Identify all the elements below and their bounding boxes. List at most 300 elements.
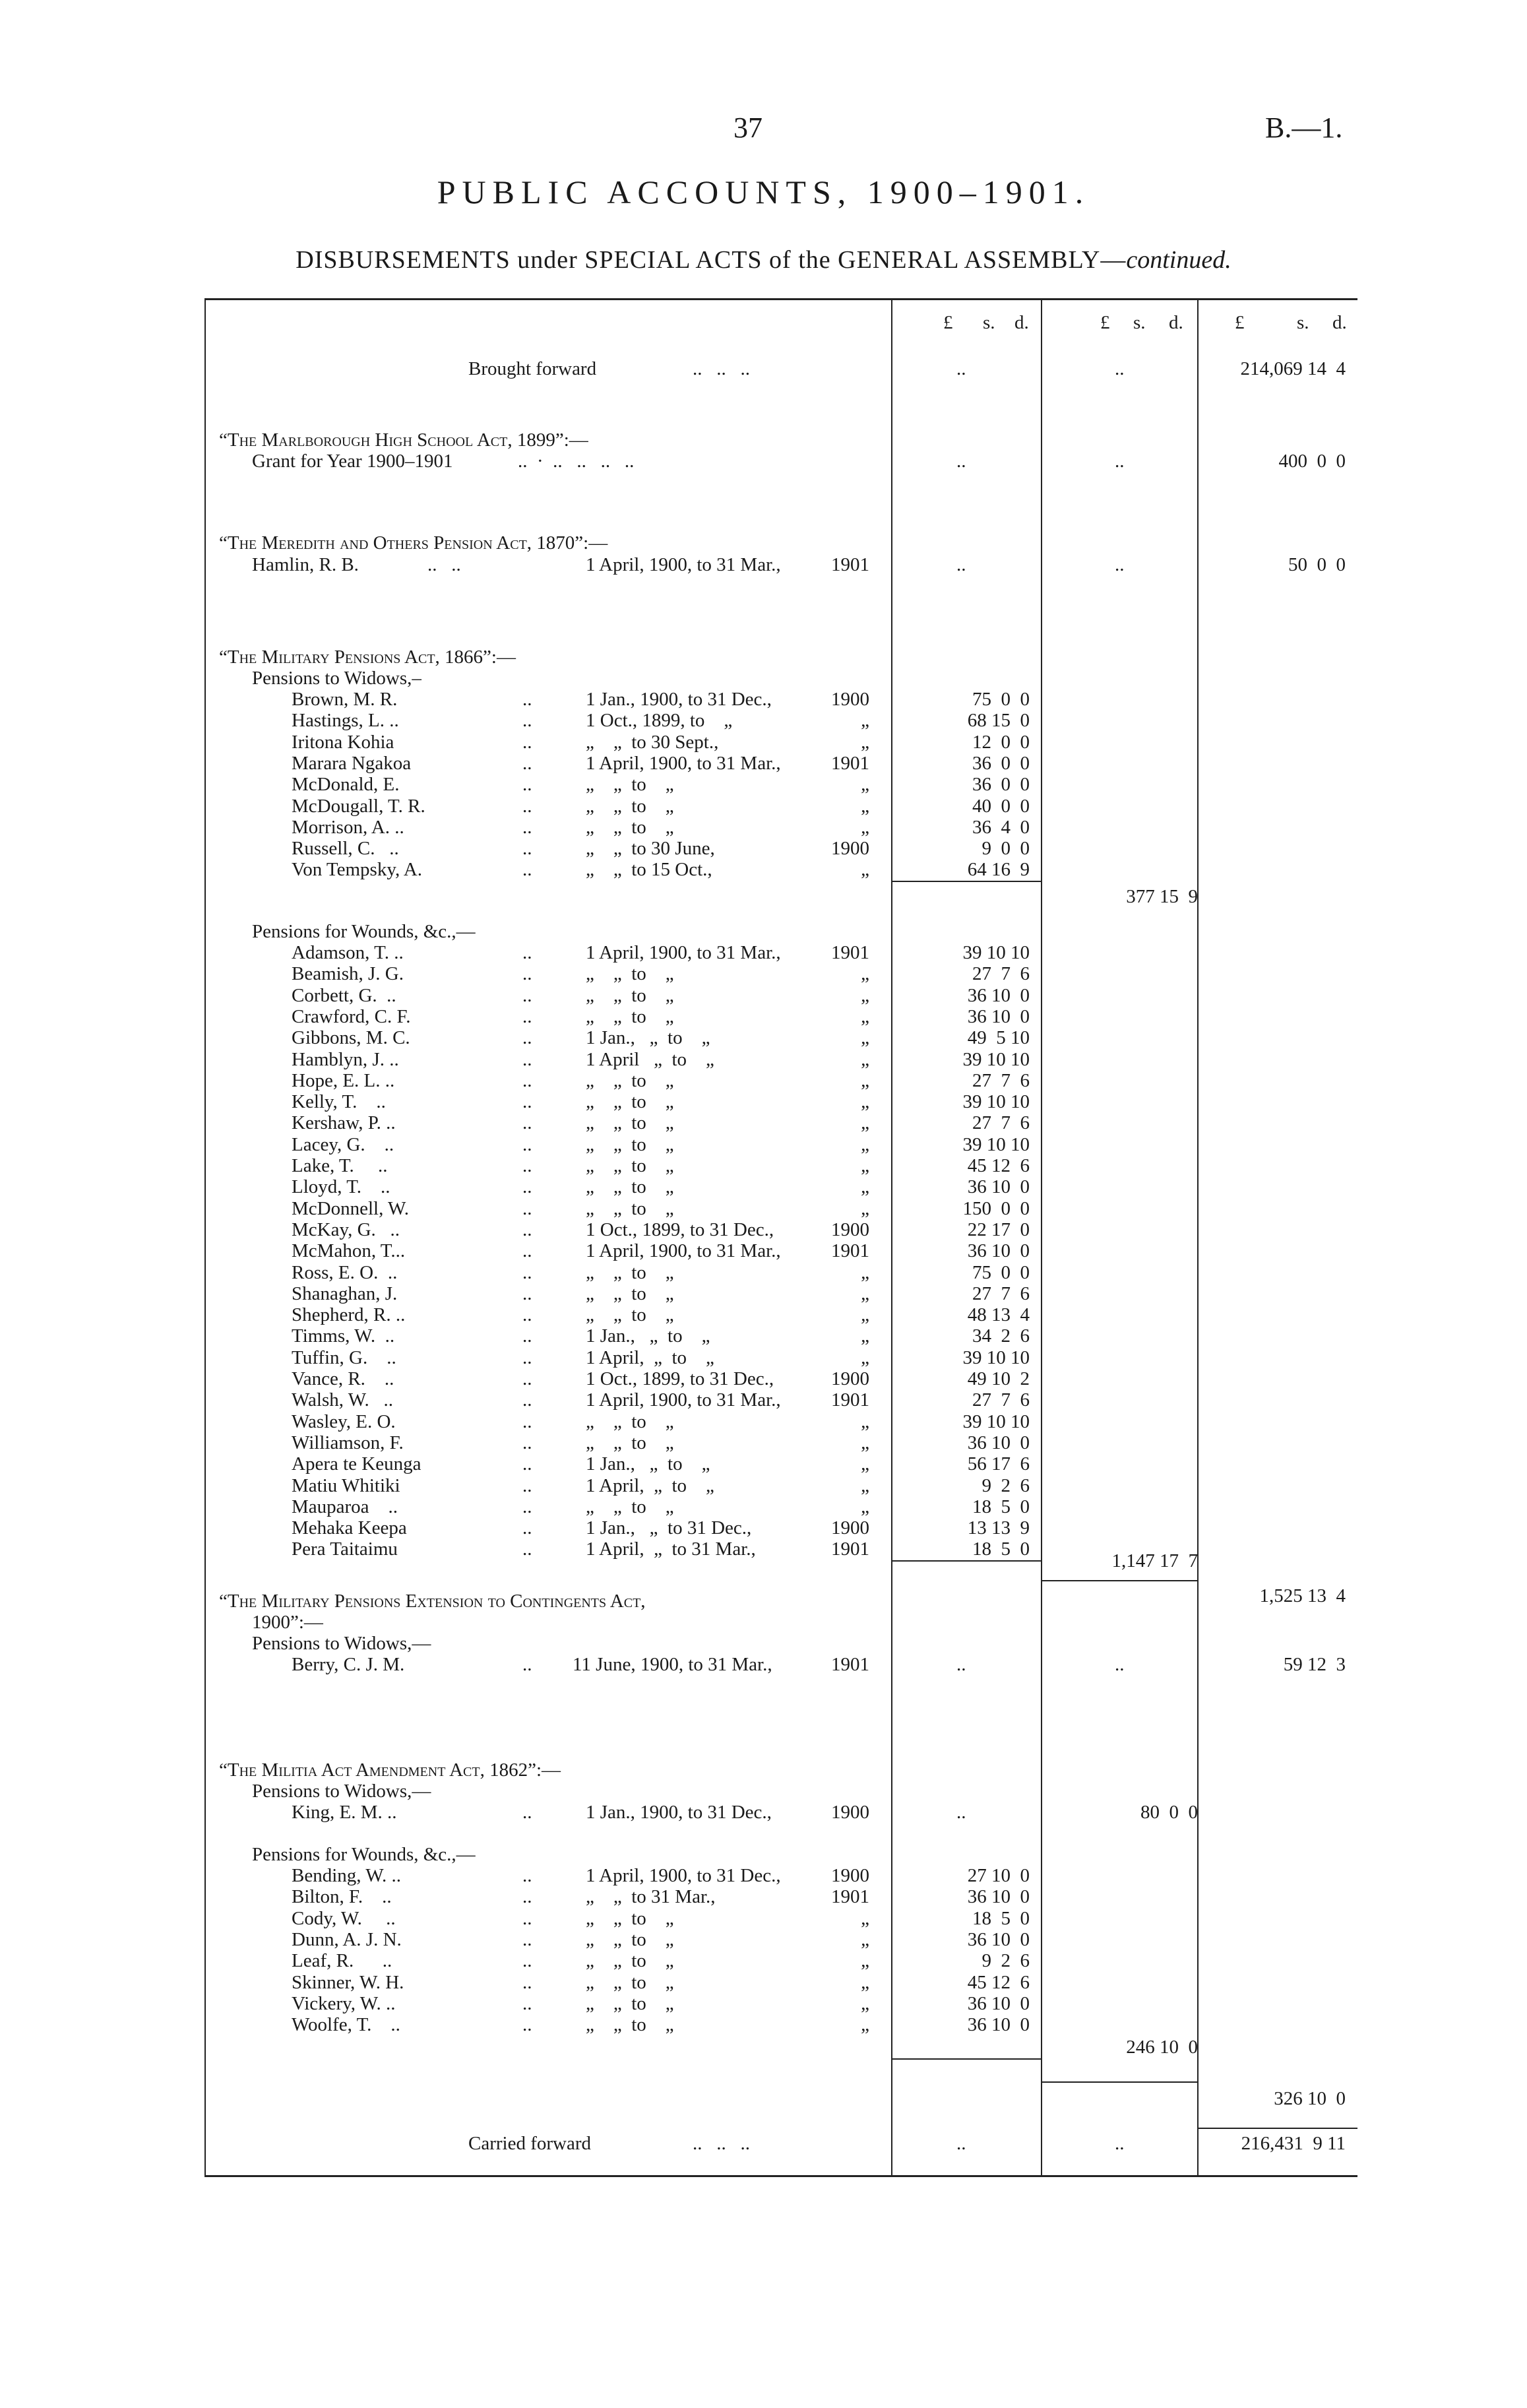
col1-s: s. <box>983 312 995 333</box>
pension-row-year: „ <box>861 1410 869 1432</box>
military-heading: “The Military Pensions Act, 1866”:— <box>219 647 516 668</box>
pension-row-name: Bending, W. .. <box>292 1865 401 1886</box>
rule-col1 <box>891 300 892 2175</box>
brought-forward-dots1: .. <box>956 358 966 379</box>
pension-row-year: „ <box>861 1474 869 1496</box>
pension-row-name: Lake, T. .. <box>292 1155 388 1176</box>
pension-row-year: „ <box>861 1950 869 1972</box>
pension-row-year: „ <box>861 1091 869 1113</box>
pension-row-year: „ <box>861 795 869 817</box>
extension-period: 11 June, 1900, to 31 Mar., <box>573 1654 772 1675</box>
pension-row-dots: .. <box>522 1240 532 1262</box>
pension-row-period: „ „ to „ <box>586 1496 674 1517</box>
pension-row-dots: .. <box>522 1155 532 1176</box>
col2-pound: £ <box>1100 312 1110 333</box>
pension-row-name: Walsh, W. .. <box>292 1389 393 1411</box>
rule-col2 <box>1041 300 1042 2175</box>
pension-row-year: „ <box>861 1496 869 1517</box>
pension-row-amount: 68 15 0 <box>967 710 1030 732</box>
pension-row-dots: .. <box>522 710 532 732</box>
pension-row-year: 1901 <box>831 1886 869 1908</box>
pension-row-year: „ <box>861 1432 869 1453</box>
pension-row-year: 1901 <box>831 1389 869 1411</box>
pension-row-name: Timms, W. .. <box>292 1325 395 1347</box>
pension-row-dots: .. <box>522 1091 532 1113</box>
pension-row-period: „ „ to „ <box>586 1410 674 1432</box>
pension-row-amount: 36 10 0 <box>967 1176 1030 1198</box>
pension-row-dots: .. <box>522 1133 532 1155</box>
pension-row-name: Kershaw, P. .. <box>292 1112 396 1134</box>
pension-row-name: Adamson, T. .. <box>292 942 404 963</box>
pension-row-name: Morrison, A. .. <box>292 816 404 838</box>
pension-row-name: Dunn, A. J. N. <box>292 1928 402 1950</box>
pension-row-period: „ „ to „ <box>586 1907 674 1929</box>
pension-row-period: „ „ to „ <box>586 1091 674 1113</box>
pension-row-amount: 39 10 10 <box>962 1133 1030 1155</box>
pension-row-period: 1 Jan., „ to „ <box>586 1453 710 1475</box>
marlborough-dots1: .. <box>956 451 966 472</box>
militia-widow-year: 1900 <box>831 1802 869 1823</box>
carried-forward-leaders: .. .. .. <box>693 2133 750 2154</box>
pension-row-period: 1 Oct., 1899, to 31 Dec., <box>586 1368 774 1389</box>
pension-row-year: 1901 <box>831 752 869 774</box>
page-subtitle <box>0 245 1527 274</box>
pension-row-dots: .. <box>522 1368 532 1389</box>
pension-row-name: Hope, E. L. .. <box>292 1069 395 1091</box>
pension-row-name: Mauparoa .. <box>292 1496 398 1517</box>
pension-row-name: McDougall, T. R. <box>292 795 425 817</box>
pension-row-name: Shepherd, R. .. <box>292 1304 406 1326</box>
pension-row-amount: 36 10 0 <box>967 1005 1030 1027</box>
meredith-leaders: .. .. <box>427 554 461 575</box>
pension-row-amount: 27 7 6 <box>972 1283 1030 1304</box>
subtitle-main: DISBURSEMENTS under SPECIAL ACTS of the GENERAL ASSEMBLY— <box>296 246 1127 274</box>
subtitle-continued: continued. <box>1126 246 1231 274</box>
pension-row-amount: 36 0 0 <box>972 752 1030 774</box>
pension-row-dots: .. <box>522 1865 532 1886</box>
pension-row-amount: 36 10 0 <box>967 1240 1030 1262</box>
carried-forward-total: 216,431 9 11 <box>1241 2133 1346 2154</box>
pension-row-dots: .. <box>522 1005 532 1027</box>
pension-row-name: Lloyd, T. .. <box>292 1176 390 1198</box>
militia-wounds-label: Pensions for Wounds, &c.,— <box>252 1844 476 1865</box>
pension-row-period: „ „ to „ <box>586 1069 674 1091</box>
pension-row-dots: .. <box>522 1992 532 2014</box>
rule-left <box>204 300 206 2175</box>
pension-row-dots: .. <box>522 689 532 710</box>
pension-row-amount: 36 10 0 <box>967 1432 1030 1453</box>
pension-row-amount: 18 5 0 <box>972 1538 1030 1560</box>
military-wounds-subtotal: 1,147 17 7 <box>1111 1550 1198 1571</box>
pension-row-period: „ „ to „ <box>586 1197 674 1219</box>
pension-row-year: „ <box>861 859 869 881</box>
pension-row-name: Hastings, L. .. <box>292 710 399 732</box>
marlborough-item: Grant for Year 1900–1901 <box>252 451 453 472</box>
pension-row-dots: .. <box>522 795 532 817</box>
pension-row-name: Skinner, W. H. <box>292 1971 404 1993</box>
col1-d: d. <box>1014 312 1029 333</box>
pension-row-name: Brown, M. R. <box>292 689 398 710</box>
pension-row-period: 1 April, 1900, to 31 Mar., <box>586 1389 781 1411</box>
pension-row-period: „ „ to „ <box>586 1133 674 1155</box>
militia-total: 326 10 0 <box>1274 2088 1346 2109</box>
extension-year: 1901 <box>831 1654 869 1675</box>
pension-row-amount: 75 0 0 <box>972 1261 1030 1283</box>
rule-carried <box>1197 2128 1357 2129</box>
pension-row-name: McDonnell, W. <box>292 1197 410 1219</box>
pension-row-dots: .. <box>522 963 532 985</box>
pension-row-period: „ „ to „ <box>586 1155 674 1176</box>
pension-row-year: „ <box>861 1176 869 1198</box>
militia-widow-name: King, E. M. .. <box>292 1802 397 1823</box>
pension-row-year: 1900 <box>831 689 869 710</box>
pension-row-year: „ <box>861 1992 869 2014</box>
pension-row-year: „ <box>861 984 869 1006</box>
pension-row-year: „ <box>861 1133 869 1155</box>
pension-row-period: „ „ to „ <box>586 963 674 985</box>
pension-row-dots: .. <box>522 942 532 963</box>
pension-row-year: „ <box>861 1325 869 1347</box>
pension-row-year: 1900 <box>831 1219 869 1240</box>
pension-row-period: 1 April „ to „ <box>586 1048 714 1070</box>
col1-pound: £ <box>943 312 953 333</box>
military-widows-subtotal: 377 15 9 <box>1126 886 1198 907</box>
pension-row-period: 1 Jan., „ to 31 Dec., <box>586 1517 752 1539</box>
pension-row-amount: 39 10 10 <box>962 1347 1030 1368</box>
pension-row-period: „ „ to „ <box>586 774 674 796</box>
rule-militia-sub <box>891 2058 1041 2060</box>
pension-row-dots: .. <box>522 1517 532 1539</box>
pension-row-dots: .. <box>522 1453 532 1475</box>
pension-row-dots: .. <box>522 1112 532 1134</box>
pension-row-amount: 45 12 6 <box>967 1155 1030 1176</box>
pension-row-amount: 45 12 6 <box>967 1971 1030 1993</box>
militia-heading: “The Militia Act Amendment Act, 1862”:— <box>219 1759 561 1781</box>
militia-wounds-subtotal: 246 10 0 <box>1126 2037 1198 2058</box>
col2-d: d. <box>1169 312 1183 333</box>
pension-row-amount: 18 5 0 <box>972 1907 1030 1929</box>
extension-dots: .. <box>522 1654 532 1675</box>
pension-row-year: „ <box>861 1155 869 1176</box>
militia-widow-dots: .. <box>522 1802 532 1823</box>
pension-row-amount: 27 7 6 <box>972 1389 1030 1411</box>
pension-row-year: 1900 <box>831 1517 869 1539</box>
pension-row-period: „ „ to „ <box>586 1432 674 1453</box>
pension-row-name: Apera te Keunga <box>292 1453 421 1475</box>
pension-row-dots: .. <box>522 1432 532 1453</box>
meredith-name: Hamlin, R. B. <box>252 554 359 575</box>
pension-row-name: Corbett, G. .. <box>292 984 396 1006</box>
pension-row-dots: .. <box>522 1304 532 1326</box>
extension-dots2: .. <box>1115 1654 1125 1675</box>
pension-row-year: „ <box>861 1197 869 1219</box>
pension-row-amount: 36 10 0 <box>967 1928 1030 1950</box>
pension-row-period: 1 April, 1900, to 31 Dec., <box>586 1865 781 1886</box>
pension-row-amount: 39 10 10 <box>962 1410 1030 1432</box>
pension-row-period: „ „ to „ <box>586 1005 674 1027</box>
pension-row-name: Vance, R. .. <box>292 1368 394 1389</box>
pension-row-name: McMahon, T... <box>292 1240 406 1262</box>
pension-row-amount: 39 10 10 <box>962 942 1030 963</box>
brought-forward-dots2: .. <box>1115 358 1125 379</box>
pension-row-dots: .. <box>522 752 532 774</box>
pension-row-name: Leaf, R. .. <box>292 1950 392 1972</box>
col3-d: d. <box>1332 312 1347 333</box>
pension-row-name: Lacey, G. .. <box>292 1133 394 1155</box>
militia-widow-dots1: .. <box>956 1802 966 1823</box>
series-code: B.—1. <box>1265 111 1343 144</box>
pension-row-amount: 49 5 10 <box>967 1027 1030 1049</box>
pension-row-dots: .. <box>522 1410 532 1432</box>
pension-row-name: Vickery, W. .. <box>292 1992 396 2014</box>
pension-row-year: „ <box>861 1971 869 1993</box>
pension-row-year: „ <box>861 816 869 838</box>
col2-s: s. <box>1133 312 1146 333</box>
pension-row-dots: .. <box>522 859 532 881</box>
pension-row-year: „ <box>861 1069 869 1091</box>
rule-militia-total <box>1041 2081 1197 2083</box>
pension-row-period: „ „ to 30 June, <box>586 838 715 860</box>
pension-row-amount: 48 13 4 <box>967 1304 1030 1326</box>
pension-row-amount: 40 0 0 <box>972 795 1030 817</box>
pension-row-name: Pera Taitaimu <box>292 1538 398 1560</box>
pension-row-amount: 9 2 6 <box>982 1950 1030 1972</box>
pension-row-name: Wasley, E. O. <box>292 1410 396 1432</box>
extension-heading-line2: 1900”:— <box>252 1612 323 1633</box>
pension-row-amount: 27 7 6 <box>972 963 1030 985</box>
pension-row-dots: .. <box>522 1048 532 1070</box>
military-total: 1,525 13 4 <box>1259 1585 1346 1606</box>
pension-row-amount: 56 17 6 <box>967 1453 1030 1475</box>
extension-total: 59 12 3 <box>1283 1654 1346 1675</box>
pension-row-dots: .. <box>522 1950 532 1972</box>
meredith-total: 50 0 0 <box>1288 554 1346 575</box>
pension-row-name: Von Tempsky, A. <box>292 859 423 881</box>
pension-row-period: 1 Jan., „ to „ <box>586 1325 710 1347</box>
pension-row-name: Woolfe, T. .. <box>292 2014 400 2036</box>
pension-row-amount: 27 7 6 <box>972 1112 1030 1134</box>
pension-row-amount: 36 4 0 <box>972 816 1030 838</box>
pension-row-dots: .. <box>522 1197 532 1219</box>
marlborough-heading: “The Marlborough High School Act, 1899”:— <box>219 429 588 451</box>
carried-forward-label: Carried forward <box>468 2133 591 2154</box>
pension-row-year: „ <box>861 731 869 753</box>
pension-row-period: „ „ to „ <box>586 2014 674 2036</box>
pension-row-year: „ <box>861 963 869 985</box>
pension-row-amount: 36 10 0 <box>967 2014 1030 2036</box>
carried-forward-dots1: .. <box>956 2133 966 2154</box>
pension-row-name: Matiu Whitiki <box>292 1474 400 1496</box>
pension-row-dots: .. <box>522 838 532 860</box>
pension-row-year: „ <box>861 2014 869 2036</box>
pension-row-dots: .. <box>522 1283 532 1304</box>
pension-row-name: Mehaka Keepa <box>292 1517 407 1539</box>
meredith-dots2: .. <box>1115 554 1125 575</box>
pension-row-period: „ „ to „ <box>586 1971 674 1993</box>
pension-row-year: 1901 <box>831 1240 869 1262</box>
pension-row-dots: .. <box>522 1389 532 1411</box>
pension-row-name: Beamish, J. G. <box>292 963 404 985</box>
pension-row-period: 1 Oct., 1899, to 31 Dec., <box>586 1219 774 1240</box>
pension-row-amount: 12 0 0 <box>972 731 1030 753</box>
pension-row-amount: 34 2 6 <box>972 1325 1030 1347</box>
militia-widows-label: Pensions to Widows,— <box>252 1781 431 1802</box>
pension-row-period: „ „ to 31 Mar., <box>586 1886 716 1908</box>
military-widows-label: Pensions to Widows,– <box>252 668 421 689</box>
pension-row-dots: .. <box>522 2014 532 2036</box>
pension-row-dots: .. <box>522 1474 532 1496</box>
pension-row-amount: 75 0 0 <box>972 689 1030 710</box>
pension-row-amount: 22 17 0 <box>967 1219 1030 1240</box>
pension-row-year: „ <box>861 1112 869 1134</box>
rule-military-total <box>1041 1580 1197 1581</box>
pension-row-amount: 9 0 0 <box>982 838 1030 860</box>
pension-row-amount: 27 10 0 <box>967 1865 1030 1886</box>
pension-row-period: 1 Jan., 1900, to 31 Dec., <box>586 689 772 710</box>
pension-row-amount: 18 5 0 <box>972 1496 1030 1517</box>
meredith-dots1: .. <box>956 554 966 575</box>
pension-row-amount: 49 10 2 <box>967 1368 1030 1389</box>
pension-row-period: „ „ to „ <box>586 1176 674 1198</box>
pension-row-amount: 36 10 0 <box>967 1886 1030 1908</box>
pension-row-period: „ „ to „ <box>586 816 674 838</box>
militia-widow-amount: 80 0 0 <box>1140 1802 1198 1823</box>
col3-pound: £ <box>1235 312 1245 333</box>
pension-row-year: „ <box>861 1027 869 1049</box>
pension-row-year: „ <box>861 1283 869 1304</box>
pension-row-dots: .. <box>522 984 532 1006</box>
pension-row-name: Ross, E. O. .. <box>292 1261 398 1283</box>
pension-row-dots: .. <box>522 1907 532 1929</box>
pension-row-name: Hamblyn, J. .. <box>292 1048 399 1070</box>
pension-row-dots: .. <box>522 731 532 753</box>
pension-row-amount: 39 10 10 <box>962 1048 1030 1070</box>
pension-row-year: 1900 <box>831 1865 869 1886</box>
pension-row-dots: .. <box>522 1069 532 1091</box>
pension-row-name: Williamson, F. <box>292 1432 404 1453</box>
page-number: 37 <box>733 111 763 144</box>
pension-row-amount: 27 7 6 <box>972 1069 1030 1091</box>
rule-col3 <box>1197 300 1199 2175</box>
pension-row-amount: 64 16 9 <box>967 859 1030 881</box>
rule-wounds-sub <box>891 1560 1041 1562</box>
pension-row-period: „ „ to „ <box>586 1928 674 1950</box>
pension-row-dots: .. <box>522 1176 532 1198</box>
pension-row-period: „ „ to „ <box>586 1992 674 2014</box>
pension-row-dots: .. <box>522 1347 532 1368</box>
pension-row-name: McKay, G. .. <box>292 1219 400 1240</box>
extension-name: Berry, C. J. M. <box>292 1654 405 1675</box>
military-wounds-label: Pensions for Wounds, &c.,— <box>252 921 476 942</box>
pension-row-year: 1901 <box>831 1538 869 1560</box>
pension-row-name: McDonald, E. <box>292 774 400 796</box>
meredith-period: 1 April, 1900, to 31 Mar., <box>586 554 781 575</box>
extension-dots1: .. <box>956 1654 966 1675</box>
pension-row-year: „ <box>861 1928 869 1950</box>
pension-row-name: Russell, C. .. <box>292 838 399 860</box>
pension-row-amount: 36 10 0 <box>967 1992 1030 2014</box>
pension-row-name: Iritona Kohia <box>292 731 394 753</box>
pension-row-period: „ „ to „ <box>586 795 674 817</box>
pension-row-dots: .. <box>522 1496 532 1517</box>
pension-row-dots: .. <box>522 1027 532 1049</box>
pension-row-name: Cody, W. .. <box>292 1907 396 1929</box>
pension-row-period: „ „ to „ <box>586 984 674 1006</box>
pension-row-period: „ „ to „ <box>586 1950 674 1972</box>
extension-widows-label: Pensions to Widows,— <box>252 1633 431 1654</box>
pension-row-year: 1901 <box>831 942 869 963</box>
pension-row-year: „ <box>861 1005 869 1027</box>
pension-row-period: „ „ to „ <box>586 1304 674 1326</box>
pension-row-name: Marara Ngakoa <box>292 752 412 774</box>
brought-forward-total: 214,069 14 4 <box>1240 358 1346 379</box>
page-title: PUBLIC ACCOUNTS, 1900–1901. <box>437 174 1090 210</box>
pension-row-period: 1 April, 1900, to 31 Mar., <box>586 752 781 774</box>
pension-row-period: 1 Jan., „ to „ <box>586 1027 710 1049</box>
pension-row-dots: .. <box>522 1538 532 1560</box>
pension-row-year: „ <box>861 1453 869 1475</box>
pension-row-period: 1 April, 1900, to 31 Mar., <box>586 942 781 963</box>
pension-row-year: „ <box>861 1907 869 1929</box>
pension-row-period: 1 April, 1900, to 31 Mar., <box>586 1240 781 1262</box>
pension-row-name: Shanaghan, J. <box>292 1283 398 1304</box>
pension-row-name: Kelly, T. .. <box>292 1091 386 1113</box>
pension-row-year: „ <box>861 1347 869 1368</box>
pension-row-amount: 13 13 9 <box>967 1517 1030 1539</box>
pension-row-amount: 9 2 6 <box>982 1474 1030 1496</box>
pension-row-year: „ <box>861 710 869 732</box>
pension-row-period: 1 April, „ to „ <box>586 1347 714 1368</box>
pension-row-amount: 36 0 0 <box>972 774 1030 796</box>
pension-row-period: 1 Oct., 1899, to „ <box>586 710 733 732</box>
pension-row-dots: .. <box>522 1261 532 1283</box>
ledger-table <box>204 298 1357 2177</box>
brought-forward-leaders: .. .. .. <box>693 358 750 379</box>
militia-widow-period: 1 Jan., 1900, to 31 Dec., <box>586 1802 772 1823</box>
marlborough-leaders: .. · .. .. .. .. <box>518 451 635 472</box>
pension-row-name: Crawford, C. F. <box>292 1005 411 1027</box>
rule-widows-sub <box>891 881 1041 882</box>
marlborough-total: 400 0 0 <box>1278 451 1346 472</box>
pension-row-period: „ „ to „ <box>586 1112 674 1134</box>
pension-row-year: „ <box>861 1048 869 1070</box>
pension-row-amount: 39 10 10 <box>962 1091 1030 1113</box>
pension-row-period: „ „ to „ <box>586 1261 674 1283</box>
pension-row-year: 1900 <box>831 1368 869 1389</box>
pension-row-year: 1900 <box>831 838 869 860</box>
col3-s: s. <box>1297 312 1309 333</box>
pension-row-name: Tuffin, G. .. <box>292 1347 396 1368</box>
pension-row-period: „ „ to 15 Oct., <box>586 859 712 881</box>
carried-forward-dots2: .. <box>1115 2133 1125 2154</box>
pension-row-amount: 36 10 0 <box>967 984 1030 1006</box>
pension-row-dots: .. <box>522 1971 532 1993</box>
pension-row-dots: .. <box>522 774 532 796</box>
pension-row-period: „ „ to „ <box>586 1283 674 1304</box>
pension-row-year: „ <box>861 1304 869 1326</box>
extension-heading-line1: “The Military Pensions Extension to Contingents Act, <box>219 1591 646 1612</box>
pension-row-period: 1 April, „ to „ <box>586 1474 714 1496</box>
pension-row-year: „ <box>861 774 869 796</box>
pension-row-amount: 150 0 0 <box>962 1197 1030 1219</box>
pension-row-dots: .. <box>522 1928 532 1950</box>
pension-row-year: „ <box>861 1261 869 1283</box>
meredith-year: 1901 <box>831 554 869 575</box>
pension-row-dots: .. <box>522 816 532 838</box>
pension-row-name: Bilton, F. .. <box>292 1886 392 1908</box>
brought-forward-label: Brought forward <box>468 358 597 379</box>
pension-row-period: „ „ to 30 Sept., <box>586 731 719 753</box>
